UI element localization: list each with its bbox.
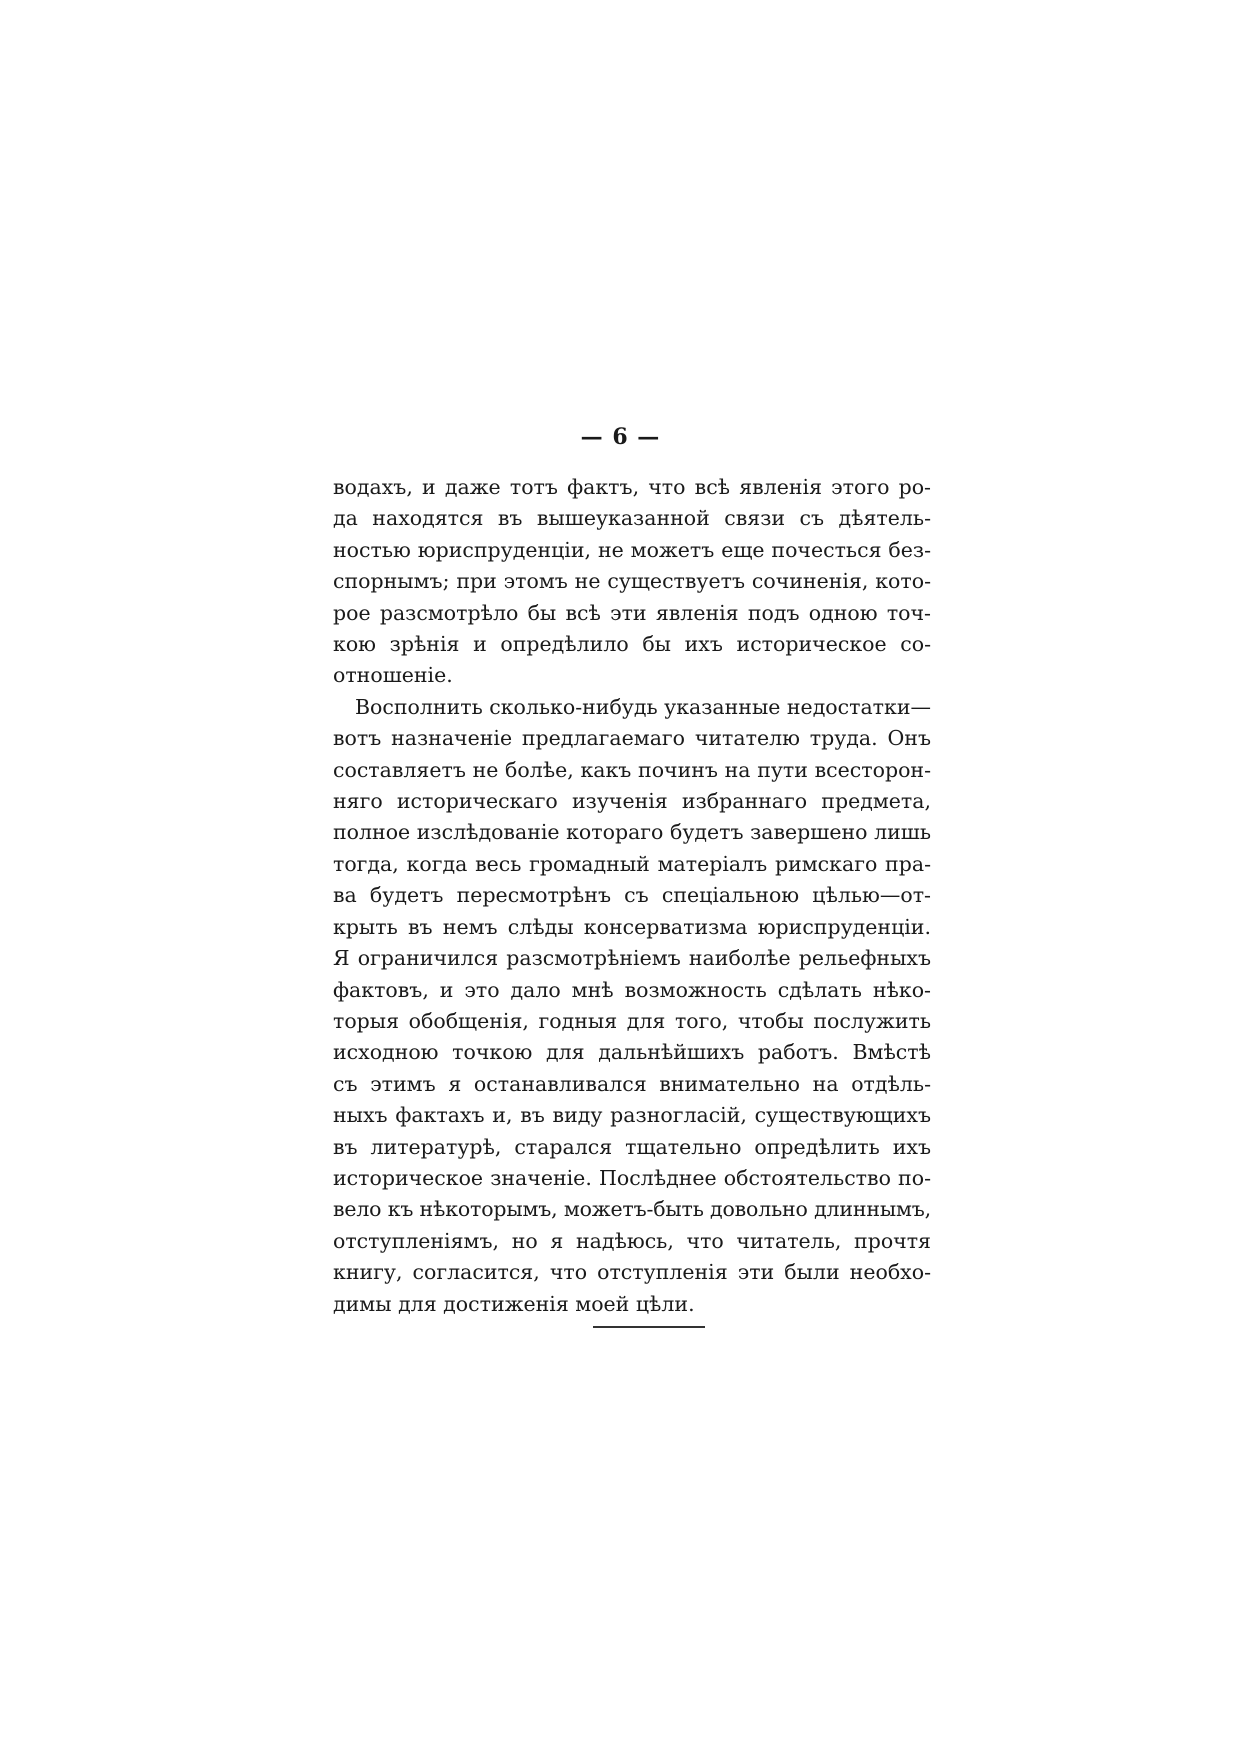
text-line: отступленіямъ, но я надѣюсь, что читатель, прочтя [333, 1228, 931, 1253]
text-line: ностью юриспруденціи, не можетъ еще почесться без- [333, 537, 931, 562]
text-line: торыя обобщенія, годныя для того, чтобы послужить [333, 1008, 931, 1033]
text-line: съ этимъ я останавливался внимательно на отдѣль- [333, 1071, 931, 1096]
text-line: книгу, согласится, что отступленія эти были необхо- [333, 1260, 931, 1285]
end-divider [593, 1326, 705, 1328]
text-line: вело къ нѣкоторымъ, можетъ-быть довольно длиннымъ, [333, 1197, 931, 1222]
text-line: димы для достиженія моей цѣли. [333, 1291, 695, 1316]
text-line: историческое значеніе. Послѣднее обстоятельство по- [333, 1165, 931, 1190]
text-line: рое разсмотрѣло бы всѣ эти явленія подъ одною точ- [333, 600, 931, 625]
text-line: отношеніе. [333, 663, 453, 688]
text-line: фактовъ, и это дало мнѣ возможность сдѣлать нѣко- [333, 977, 931, 1002]
text-line: да находятся въ вышеуказанной связи съ дѣятель- [333, 506, 931, 531]
text-line: Я ограничился разсмотрѣніемъ наиболѣе рельефныхъ [333, 946, 931, 971]
text-line: Восполнить сколько-нибудь указанные недостатки— [355, 694, 931, 719]
text-line: кою зрѣнія и опредѣлило бы ихъ историческое со- [333, 632, 931, 657]
text-line: крыть въ немъ слѣды консерватизма юриспруденціи. [333, 914, 931, 939]
text-line: полное изслѣдованіе котораго будетъ завершено лишь [333, 820, 931, 845]
text-line: ныхъ фактахъ и, въ виду разногласій, существующихъ [333, 1103, 931, 1128]
text-line: водахъ, и даже тотъ фактъ, что всѣ явленія этого ро- [333, 475, 931, 499]
page-number: — 6 — [580, 424, 661, 450]
body-text [333, 472, 931, 1320]
text-line: няго историческаго изученія избраннаго предмета, [333, 789, 931, 814]
text-line: исходною точкою для дальнѣйшихъ работъ. Вмѣстѣ [333, 1040, 931, 1065]
text-line: въ литературѣ, старался тщательно опредѣлить ихъ [333, 1134, 931, 1159]
text-line: спорнымъ; при этомъ не существуетъ сочиненія, кото- [333, 569, 931, 594]
text-line: тогда, когда весь громадный матеріалъ римскаго пра- [333, 851, 931, 876]
text-line: вотъ назначеніе предлагаемаго читателю труда. Онъ [333, 726, 931, 751]
text-line: ва будетъ пересмотрѣнъ съ спеціальною цѣлью—от- [333, 883, 931, 908]
text-line: составляетъ не болѣе, какъ починъ на пути всесторон- [333, 757, 931, 782]
